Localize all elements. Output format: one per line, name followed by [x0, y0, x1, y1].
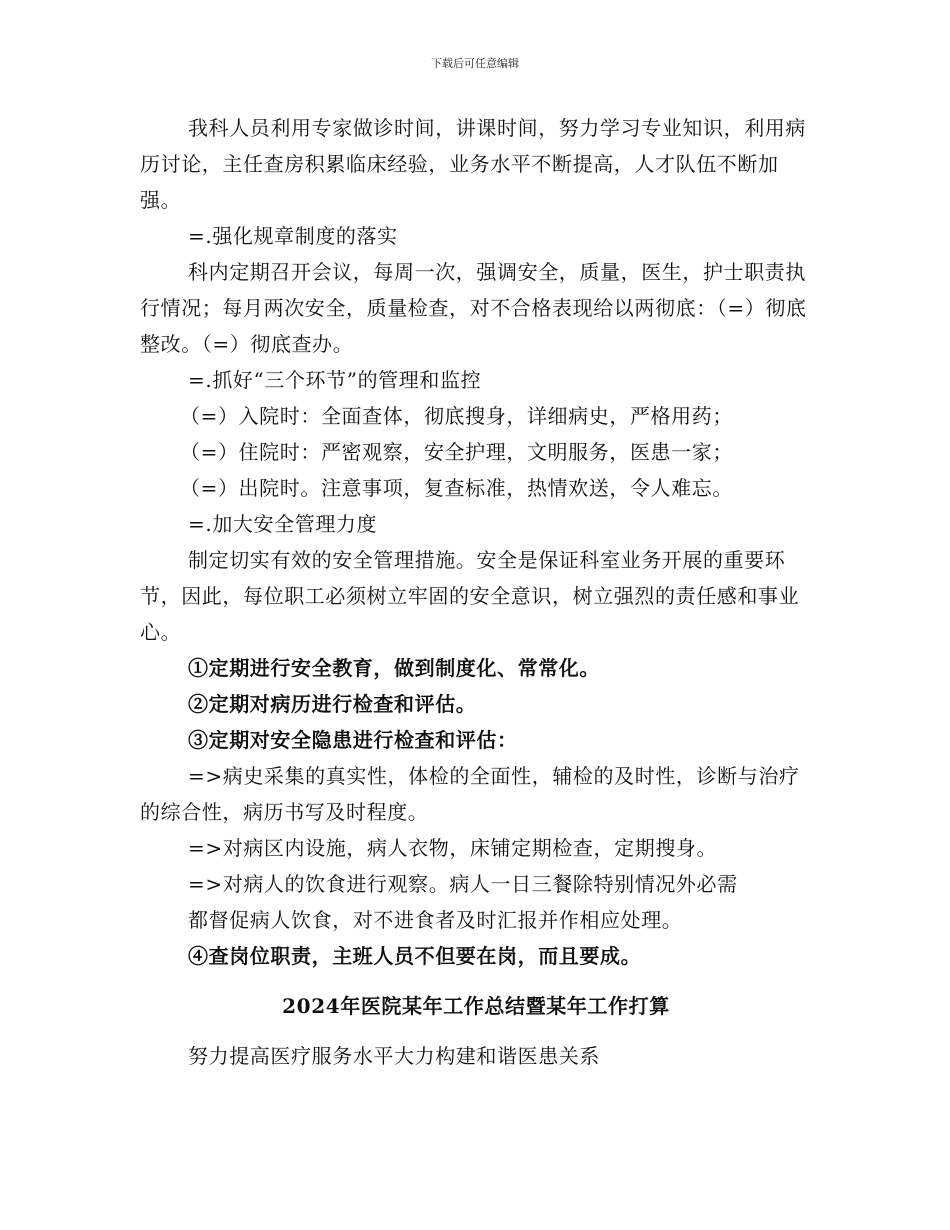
page-header: 下载后可任意编辑: [431, 57, 519, 70]
section-heading: =.加大安全管理力度: [188, 512, 378, 536]
numbered-item: ②定期对病历进行检查和评估。: [188, 692, 477, 716]
paragraph: 科内定期召开会议，每周一次，强调安全，质量，医生，护士职责执行情况；每月两次安全，质量检查，对不合格表现给以两彻底：（=）彻底整改。（=）彻底查办。: [140, 260, 807, 356]
paragraph: =>对病人的饮食进行观察。病人一日三餐除特别情况外必需: [188, 872, 738, 896]
document-title: 2024年医院某年工作总结暨某年工作打算: [282, 994, 670, 1018]
paragraph: 制定切实有效的安全管理措施。安全是保证科室业务开展的重要环节，因此，每位职工必须树立牢固的安全意识，树立强烈的责任感和事业心。: [140, 548, 800, 644]
list-item: （=）出院时。注意事项，复查标准，热情欢送，令人难忘。: [180, 476, 733, 500]
paragraph: =>对病区内设施，病人衣物，床铺定期检查，定期搜身。: [188, 836, 718, 860]
section-heading: =.抓好“三个环节”的管理和监控: [188, 368, 482, 392]
section-heading: =.强化规章制度的落实: [188, 224, 398, 248]
list-item: （=）入院时：全面查体，彻底搜身，详细病史，严格用药；: [180, 404, 733, 428]
numbered-item: ③定期对安全隐患进行检查和评估：: [188, 728, 518, 752]
list-item: （=）住院时：严密观察，安全护理，文明服务，医患一家；: [180, 440, 733, 464]
paragraph: 都督促病人饮食，对不进食者及时汇报并作相应处理。: [188, 908, 683, 932]
paragraph: =>病史采集的真实性，体检的全面性，辅检的及时性，诊断与治疗的综合性，病历书写及时程度。: [140, 764, 800, 824]
numbered-item: ④查岗位职责，主班人员不但要在岗，而且要成。: [188, 944, 642, 968]
subtitle: 努力提高医疗服务水平大力构建和谐医患关系: [188, 1044, 600, 1068]
document-body: [140, 110, 812, 1074]
numbered-item: ①定期进行安全教育，做到制度化、常常化。: [188, 656, 600, 680]
paragraph: 我科人员利用专家做诊时间，讲课时间，努力学习专业知识，利用病历讨论，主任查房积累临床经验，业务水平不断提高，人才队伍不断加强。: [140, 116, 806, 212]
